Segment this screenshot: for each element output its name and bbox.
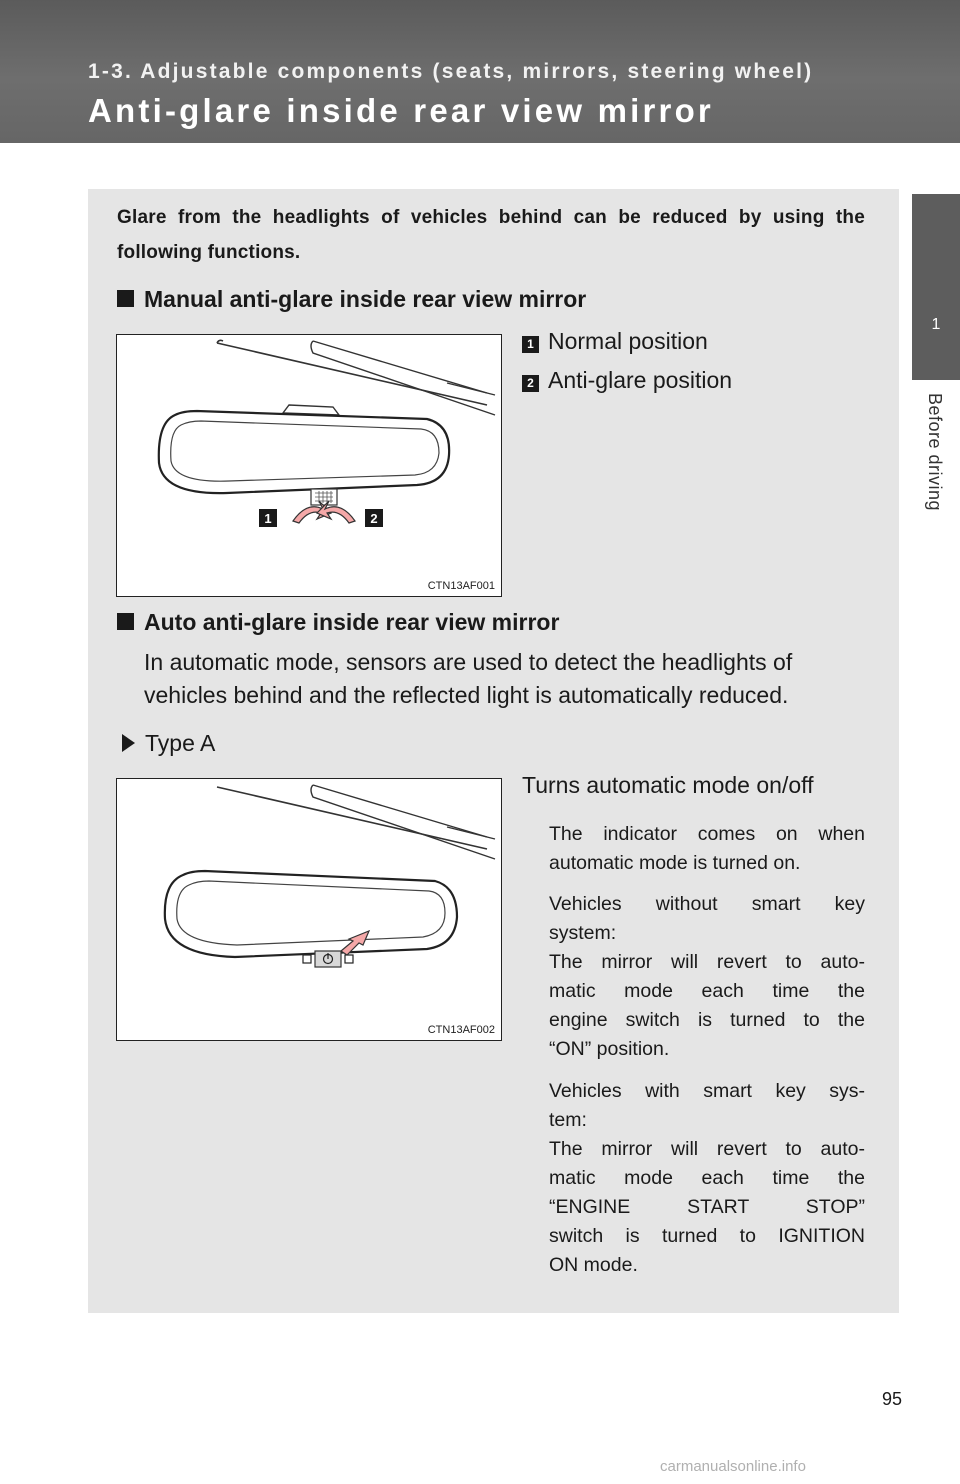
page-number: 95 — [881, 1389, 902, 1409]
note-without-smart-key: Vehicles without smart key system: The mirror will revert to auto- matic mode each time the engine switch is turned to the “ON” position. — [549, 893, 865, 1060]
legend-item-normal: 1 Normal position — [522, 328, 708, 355]
watermark: carmanualsonline.info — [660, 1458, 806, 1475]
intro-paragraph: Glare from the headlights of vehicles behind can be reduced by using the following functions. — [117, 207, 865, 263]
turns-auto-mode-label: Turns automatic mode on/off — [522, 772, 814, 798]
note-with-smart-key: Vehicles with smart key sys- tem: The mirror will revert to auto- matic mode each time the “ENGINE START STOP” switch is turned to IGNITION ON mode. — [549, 1080, 865, 1276]
figure-code: CTN13AF002 — [427, 1024, 495, 1036]
section-label: 1-3. Adjustable components (seats, mirrors, steering wheel) — [88, 60, 814, 83]
sensor-icon — [345, 955, 353, 963]
number-badge-1: 1 — [522, 336, 539, 353]
manual-mirror-figure — [116, 334, 502, 597]
square-bullet-icon — [117, 613, 134, 630]
note-indicator: The indicator comes on when automatic mode is turned on. — [549, 823, 865, 874]
square-bullet-icon — [117, 290, 134, 307]
sensor-icon — [303, 955, 311, 963]
manual-heading: Manual anti-glare inside rear view mirror — [117, 286, 586, 313]
type-a-label: Type A — [122, 730, 215, 757]
legend-item-anti-glare: 2 Anti-glare position — [522, 367, 732, 394]
chapter-tab — [912, 194, 960, 380]
auto-mirror-figure — [116, 778, 502, 1041]
chapter-tab-number: 1 — [931, 316, 941, 333]
auto-mirror-illustration — [117, 779, 501, 1040]
figure-code: CTN13AF001 — [427, 580, 495, 592]
figure-callout-2: 2 — [370, 511, 378, 526]
auto-description: In automatic mode, sensors are used to detect the headlights of vehicles behind and the reflected light is automatically reduced. — [144, 649, 793, 708]
page-header — [0, 0, 960, 143]
triangle-bullet-icon — [122, 734, 135, 752]
manual-mirror-illustration — [117, 335, 501, 596]
number-badge-2: 2 — [522, 375, 539, 392]
auto-heading: Auto anti-glare inside rear view mirror — [117, 609, 559, 636]
chapter-tab-label: Before driving — [925, 393, 945, 512]
page-title: Anti-glare inside rear view mirror — [88, 92, 714, 129]
figure-callout-1: 1 — [264, 511, 272, 526]
